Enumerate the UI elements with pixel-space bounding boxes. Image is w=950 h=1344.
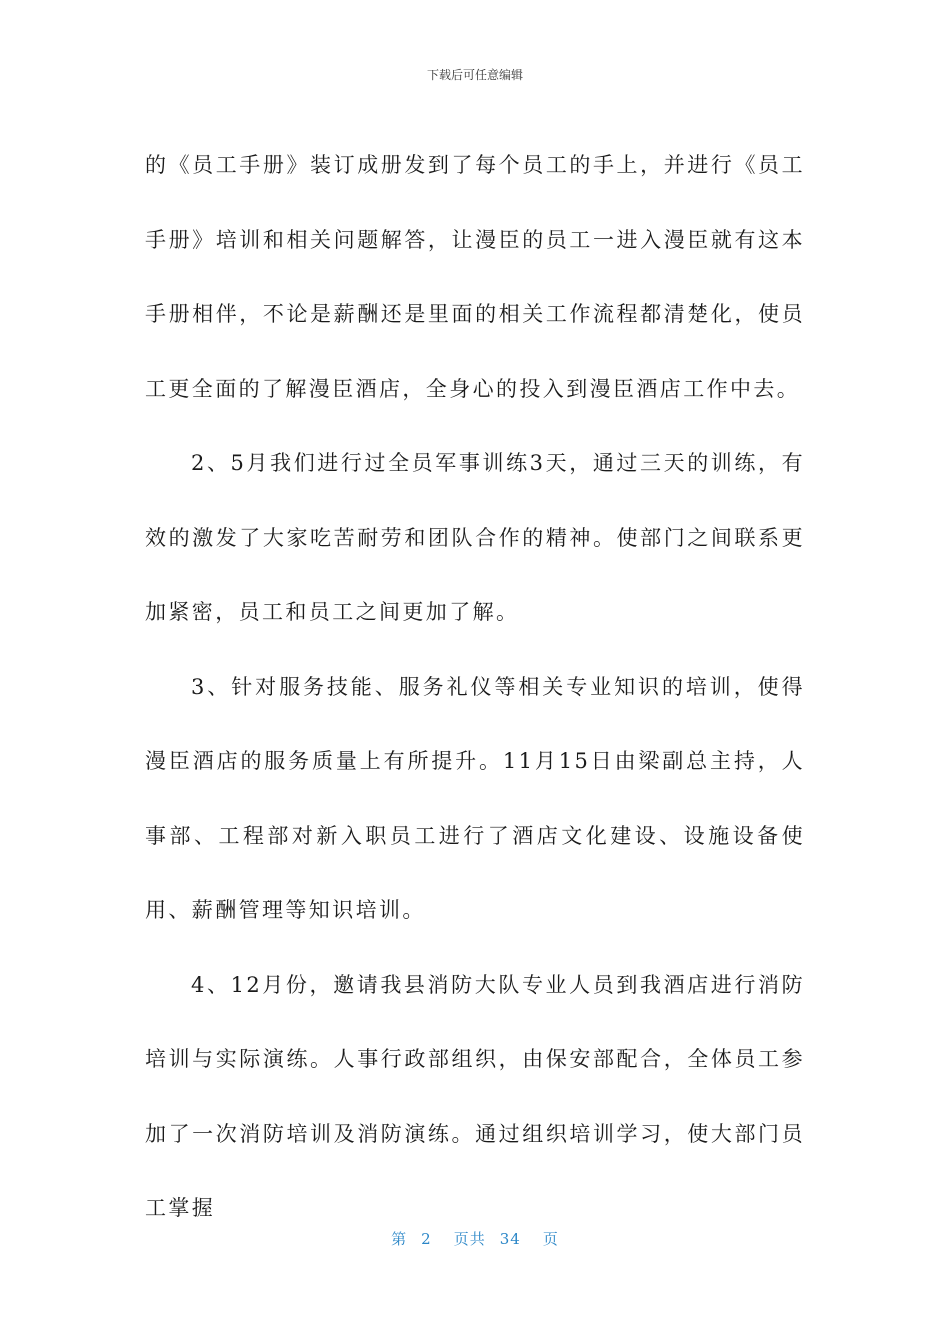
footer-prefix: 第 [391,1230,408,1248]
page-footer [0,1228,950,1249]
footer-middle: 页共 [453,1230,486,1248]
paragraph-item-2: 2、5月我们进行过全员军事训练3天，通过三天的训练，有效的激发了大家吃苦耐劳和团队合作的精神。使部门之间联系更加紧密，员工和员工之间更加了解。 [145,451,805,624]
footer-total-pages: 34 [499,1230,521,1248]
page-header-note: 下载后可任意编辑 [426,68,523,82]
paragraph-continued: 的《员工手册》装订成册发到了每个员工的手上，并进行《员工手册》培训和相关问题解答，让漫臣的员工一进入漫臣就有这本手册相伴，不论是薪酬还是里面的相关工作流程都清楚化，使员工更全面的了解漫臣酒店，全身心的投入到漫臣酒店工作中去。 [145,153,805,401]
footer-page-number: 2 [421,1230,432,1248]
paragraph-item-4: 4、12月份，邀请我县消防大队专业人员到我酒店进行消防培训与实际演练。人事行政部组织，由保安部配合，全体员工参加了一次消防培训及消防演练。通过组织培训学习，使大部门员工掌握 [145,972,805,1220]
paragraph-item-3: 3、针对服务技能、服务礼仪等相关专业知识的培训，使得漫臣酒店的服务质量上有所提升。11月15日由梁副总主持，人事部、工程部对新入职员工进行了酒店文化建设、设施设备使用、薪酬管理等知识培训。 [145,674,805,922]
footer-suffix: 页 [542,1230,559,1248]
document-body [145,128,805,1246]
